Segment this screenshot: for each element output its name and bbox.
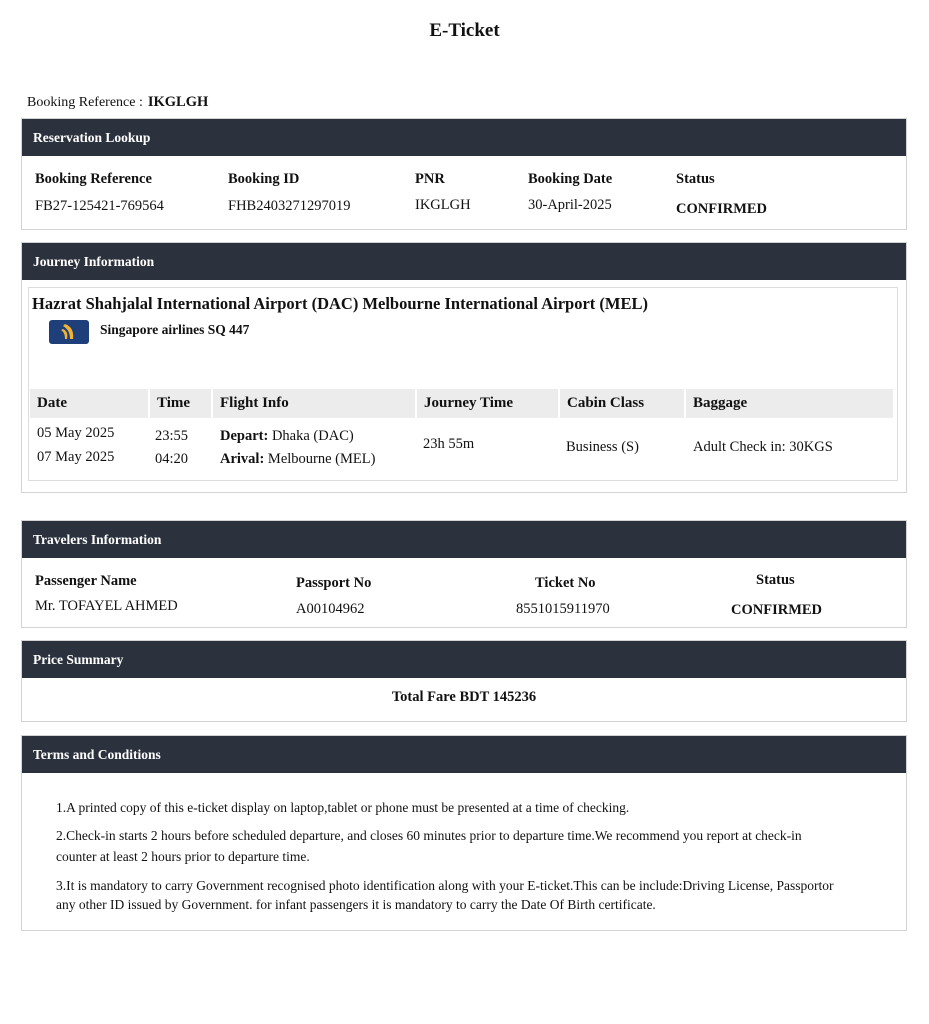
header-time: Time [150,389,211,418]
arrival-date: 07 May 2025 [37,449,115,465]
traveler-status-label: Status [756,572,795,588]
booking-date-value: 30-April-2025 [528,197,612,213]
booking-date-label: Booking Date [528,171,613,187]
booking-reference-label: Booking Reference : [27,95,143,110]
reservation-lookup-heading: Reservation Lookup [22,119,906,156]
airline-name: Singapore airlines SQ 447 [100,322,250,337]
route-title: Hazrat Shahjalal International Airport (DAC) Melbourne International Airport (MEL) [32,294,648,313]
pnr-label: PNR [415,171,445,187]
travelers-information-heading: Travelers Information [22,521,906,558]
reservation-lookup-section [21,118,907,230]
passport-no-label: Passport No [296,575,372,591]
travelers-information-section [21,520,907,628]
price-summary-heading: Price Summary [22,641,906,678]
booking-reference-value: IKGLGH [147,94,209,110]
term-item-2: 2.Check-in starts 2 hours before scheduled departure, and closes 60 minutes prior to departure time.We recommend you report at check-in counter at least 2 hours prior to departure time. [56,828,802,864]
booking-id-label: Booking ID [228,171,300,187]
arrival-value: Melbourne (MEL) [267,451,376,467]
booking-reference-col-label: Booking Reference [35,171,152,187]
baggage-value: Adult Check in: 30KGS [693,439,833,455]
booking-id-value: FHB2403271297019 [228,198,351,214]
total-fare: Total Fare BDT 145236 [391,689,537,705]
booking-reference-summary [27,94,208,111]
page-title: E-Ticket [429,20,500,41]
traveler-status-badge: CONFIRMED [731,602,823,618]
arrival-label: Arival: [220,451,265,467]
depart-time: 23:55 [155,428,189,444]
passenger-name-value: Mr. TOFAYEL AHMED [35,598,178,614]
header-baggage: Baggage [686,389,893,418]
arrival-info [220,451,375,468]
header-flight-info: Flight Info [213,389,415,418]
header-cabin-class: Cabin Class [560,389,684,418]
bird-icon [49,320,89,344]
depart-info [220,428,354,445]
status-badge: CONFIRMED [676,201,768,217]
term-item-1: 1.A printed copy of this e-ticket display on laptop,tablet or phone must be presented at a time of checking. [56,800,630,815]
journey-information-section [21,242,907,493]
passenger-name-label: Passenger Name [35,573,137,589]
status-label: Status [676,171,715,187]
booking-reference-col-value: FB27-125421-769564 [35,198,164,214]
journey-time-value: 23h 55m [423,436,475,452]
header-date: Date [30,389,148,418]
airline-logo-icon [49,320,89,344]
journey-information-heading: Journey Information [22,243,906,280]
pnr-value: IKGLGH [415,197,471,213]
terms-heading: Terms and Conditions [22,736,906,773]
price-summary-section [21,640,907,722]
cabin-class-value: Business (S) [566,439,639,455]
terms-section [21,735,907,931]
arrival-time: 04:20 [155,451,189,467]
header-journey-time: Journey Time [417,389,558,418]
ticket-no-label: Ticket No [535,575,596,591]
depart-date: 05 May 2025 [37,425,115,441]
depart-value: Dhaka (DAC) [271,428,354,444]
depart-label: Depart: [220,428,269,444]
passport-no-value: A00104962 [296,601,365,617]
ticket-no-value: 8551015911970 [516,601,610,617]
journey-card [28,287,898,481]
term-item-3: 3.It is mandatory to carry Government recognised photo identification along with your E-ticket.This can be include:Driving License, Passportor any other ID issued by Government. for infant passengers it is mandatory to carry the Date Of Birth certificate. [56,878,834,912]
